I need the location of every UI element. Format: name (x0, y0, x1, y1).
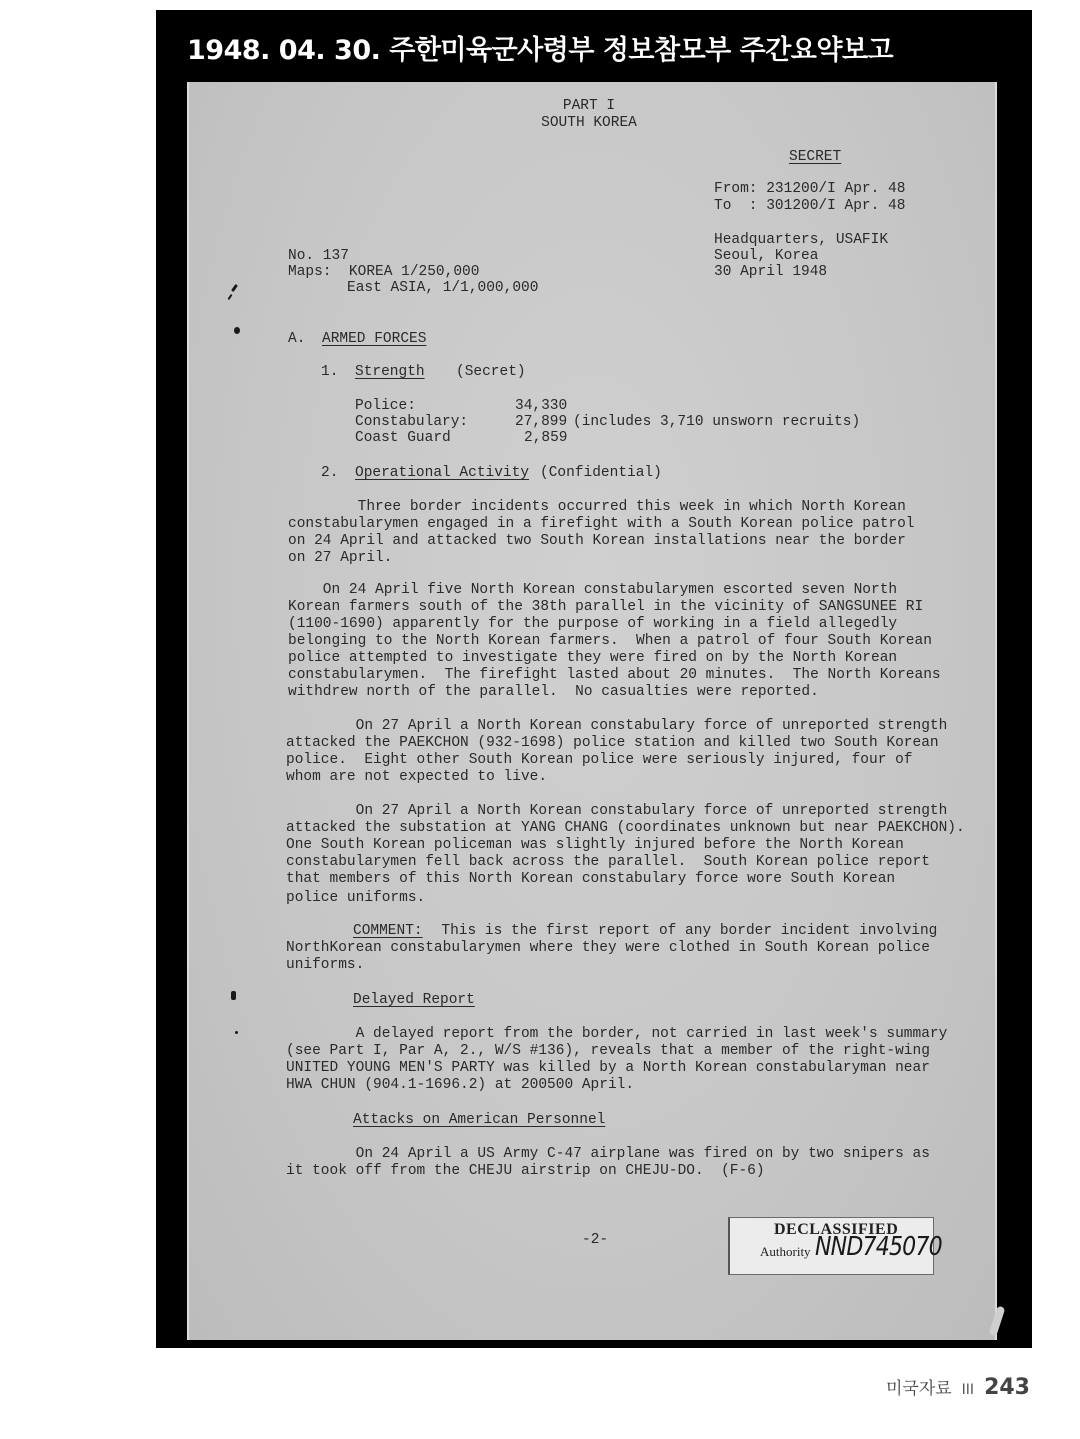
strength-note: (includes 3,710 unsworn recruits) (573, 414, 861, 430)
strength-value: 2,859 (524, 430, 568, 446)
item-2-classification: (Confidential) (540, 465, 662, 481)
stamp-authority-label: Authority (760, 1244, 811, 1259)
text-line: attacked the substation at YANG CHANG (coordinates unknown but near PAEKCHON). (286, 820, 965, 836)
item-2-number: 2. (321, 465, 339, 481)
text-line: On 24 April five North Korean constabularymen escorted seven North (288, 582, 898, 598)
text-line: constabularymen engaged in a firefight with a South Korean police patrol (288, 516, 915, 532)
attacks-heading: Attacks on American Personnel (353, 1112, 606, 1128)
region-heading: SOUTH KOREA (541, 115, 637, 131)
page-number: 243 (984, 1375, 1030, 1400)
text-line: NorthKorean constabularymen where they were clothed in South Korean police (286, 940, 930, 956)
strength-value: 27,899 (515, 414, 568, 430)
text-line: on 27 April. (288, 550, 393, 566)
to-line: To : 301200/I Apr. 48 (714, 198, 906, 214)
comment-label: COMMENT: (353, 923, 423, 939)
text-line: On 27 April a North Korean constabulary force of unreported strength (286, 718, 948, 734)
stamp-authority-number: NND745070 (815, 1232, 942, 1262)
item-1-number: 1. (321, 364, 339, 380)
text-line: withdrew north of the parallel. No casualties were reported. (288, 684, 819, 700)
item-2-title: Operational Activity (355, 465, 530, 481)
strength-label: Constabulary: (355, 414, 469, 430)
text-line: police. Eight other South Korean police were seriously injured, four of (286, 752, 913, 768)
paper-tear (989, 1305, 1006, 1336)
margin-mark (235, 1031, 238, 1034)
text-line: police uniforms. (286, 890, 426, 906)
page-marker: -2- (582, 1232, 609, 1248)
classification-label: SECRET (789, 149, 842, 165)
text-line: A delayed report from the border, not carried in last week's summary (286, 1026, 948, 1042)
item-1-title: Strength (355, 364, 425, 380)
maps-line: Maps: KOREA 1/250,000 (288, 264, 480, 280)
margin-mark (231, 991, 236, 1000)
section-a-label: A. (288, 331, 306, 347)
text-line: On 24 April a US Army C-47 airplane was fired on by two snipers as (286, 1146, 930, 1162)
text-line: One South Korean policeman was slightly injured before the North Korean (286, 837, 904, 853)
text-line: whom are not expected to live. (286, 769, 548, 785)
delayed-report-heading: Delayed Report (353, 992, 475, 1008)
document-panel (156, 10, 1032, 1348)
margin-mark (227, 294, 232, 300)
text-line: on 24 April and attacked two South Korean installations near the border (288, 533, 906, 549)
footer-section-label: 미국자료 (885, 1379, 952, 1399)
text-line: it took off from the CHEJU airstrip on CHEJU-DO. (F-6) (286, 1163, 765, 1179)
text-line: uniforms. (286, 957, 365, 973)
text-line: HWA CHUN (904.1-1696.2) at 200500 April. (286, 1077, 635, 1093)
text-line: constabularymen. The firefight lasted about 20 minutes. The North Koreans (288, 667, 941, 683)
part-heading: PART I (562, 98, 616, 114)
item-1-classification: (Secret) (456, 364, 526, 380)
text-line: Three border incidents occurred this week in which North Korean (288, 499, 906, 515)
hq-line: Headquarters, USAFIK (714, 232, 889, 248)
strength-label: Police: (355, 398, 416, 414)
margin-mark (234, 327, 240, 334)
hq-location: Seoul, Korea (714, 248, 819, 264)
maps-line-2: East ASIA, 1/1,000,000 (347, 280, 539, 296)
document-date: 30 April 1948 (714, 264, 828, 280)
section-a-title: ARMED FORCES (322, 331, 427, 347)
scanned-document (187, 82, 997, 1340)
text-line: attacked the PAEKCHON (932-1698) police station and killed two South Korean (286, 735, 939, 751)
text-line: constabularymen fell back across the parallel. South Korean police report (286, 854, 930, 870)
page-footer (886, 1374, 1030, 1400)
text-line: On 27 April a North Korean constabulary force of unreported strength (286, 803, 948, 819)
stamp-title: DECLASSIFIED (774, 1221, 899, 1238)
declassified-stamp (728, 1217, 942, 1275)
text-line: Korean farmers south of the 38th parallel in the vicinity of SANGSUNEE RI (288, 599, 924, 615)
margin-mark (231, 284, 238, 292)
strength-label: Coast Guard (355, 430, 451, 446)
text-line: that members of this North Korean constabulary force wore South Korean (286, 871, 896, 887)
footer-separator: III (961, 1382, 975, 1398)
from-line: From: 231200/I Apr. 48 (714, 181, 906, 197)
text-line: This is the first report of any border incident involving (424, 923, 938, 939)
page-title: 1948. 04. 30. 주한미육군사령부 정보참모부 주간요약보고 (187, 35, 894, 66)
text-line: (see Part I, Par A, 2., W/S #136), reveals that a member of the right-wing (286, 1043, 930, 1059)
strength-value: 34,330 (515, 398, 568, 414)
text-line: (1100-1690) apparently for the purpose of working in a field allegedly (288, 616, 898, 632)
text-line: police attempted to investigate they were fired on by the North Korean (288, 650, 898, 666)
text-line: UNITED YOUNG MEN'S PARTY was killed by a North Korean constabularyman near (286, 1060, 930, 1076)
text-line: belonging to the North Korean farmers. When a patrol of four South Korean (288, 633, 932, 649)
report-number: No. 137 (288, 248, 349, 264)
